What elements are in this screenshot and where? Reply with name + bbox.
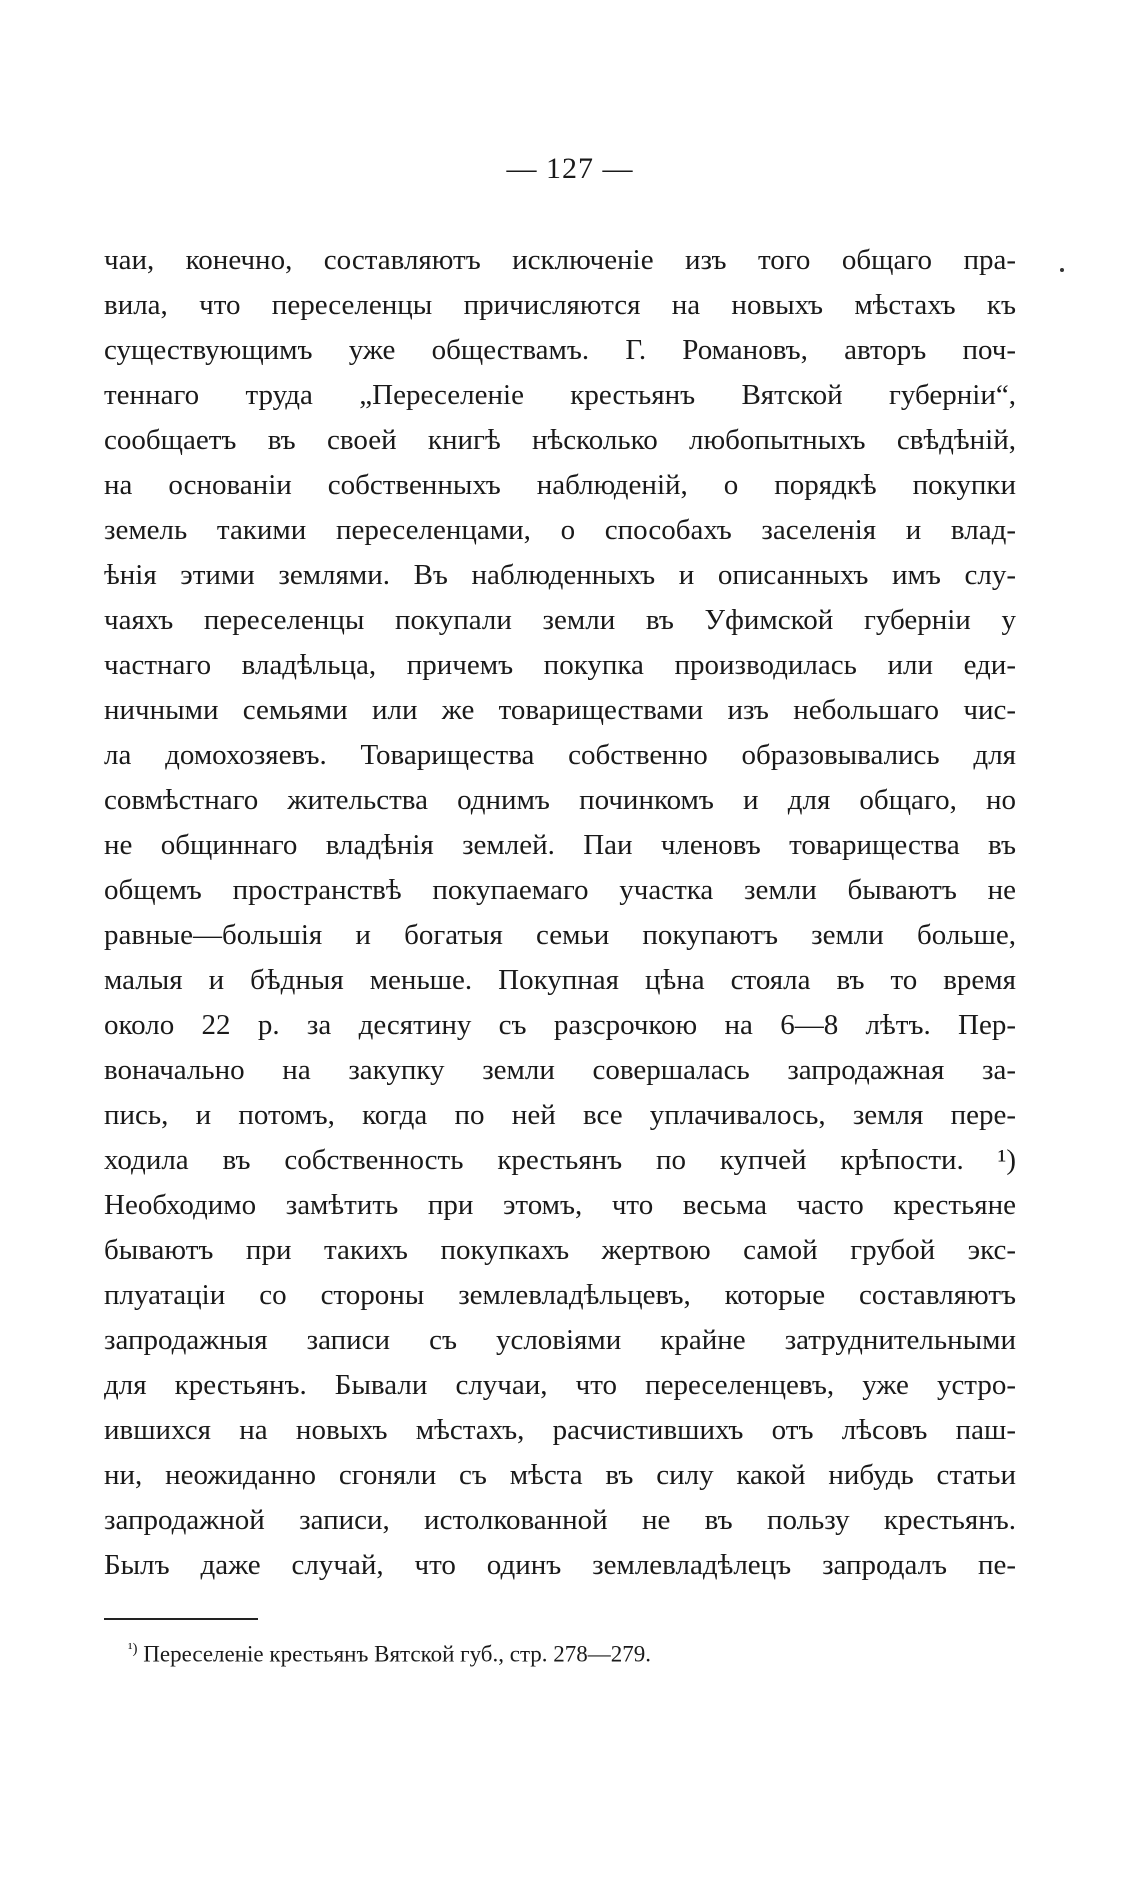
text-line: ни, неожиданно сгоняли съ мѣста въ силу какой нибудь статьи [104,1459,1016,1491]
text-line: ившихся на новыхъ мѣстахъ, расчистившихъ отъ лѣсовъ паш- [104,1414,1016,1446]
text-line: теннаго труда „Переселеніе крестьянъ Вятской губерніи“, [104,379,1016,411]
text-line: не общиннаго владѣнія землей. Паи членовъ товарищества въ [104,829,1016,861]
footnote-marker: ¹) [128,1641,138,1657]
text-line: равные—большія и богатыя семьи покупаютъ земли больше, [104,919,1016,951]
text-line: воначально на закупку земли совершалась запродажная за- [104,1054,1016,1086]
text-line: чаяхъ переселенцы покупали земли въ Уфимской губерніи у [104,604,1016,636]
text-line: частнаго владѣльца, причемъ покупка производилась или еди- [104,649,1016,681]
main-text-block [104,238,1016,1588]
page-number: — 127 — [506,152,634,185]
text-line: Былъ даже случай, что одинъ землевладѣлецъ запродалъ пе- [104,1549,1016,1581]
text-line: запродажныя записи съ условіями крайне затруднительными [104,1324,1016,1356]
text-line: ѣнія этими землями. Въ наблюденныхъ и описанныхъ имъ слу- [104,559,1016,591]
text-line: земель такими переселенцами, о способахъ заселенія и влад- [104,514,1016,546]
text-line: пись, и потомъ, когда по ней все уплачивалось, земля пере- [104,1099,1016,1131]
footnote [128,1634,651,1670]
footnote-text: Переселеніе крестьянъ Вятской губ., стр. 278—279. [143,1641,652,1667]
text-line: бываютъ при такихъ покупкахъ жертвою самой грубой экс- [104,1234,1016,1266]
text-line: малыя и бѣдныя меньше. Покупная цѣна стояла въ то время [104,964,1016,996]
text-line: существующимъ уже обществамъ. Г. Романовъ, авторъ поч- [104,334,1016,366]
text-line: плуатаціи со стороны землевладѣльцевъ, которые составляютъ [104,1279,1016,1311]
footnote-divider [104,1618,258,1620]
text-line: запродажной записи, истолкованной не въ пользу крестьянъ. [104,1504,1016,1536]
text-line: общемъ пространствѣ покупаемаго участка земли бываютъ не [104,874,1016,906]
text-line: сообщаетъ въ своей книгѣ нѣсколько любопытныхъ свѣдѣній, [104,424,1016,456]
print-speck [1060,268,1064,272]
text-line: вила, что переселенцы причисляются на новыхъ мѣстахъ къ [104,289,1016,321]
text-line: ходила въ собственность крестьянъ по купчей крѣпости. ¹) [104,1144,1016,1176]
text-line: около 22 р. за десятину съ разсрочкою на 6—8 лѣтъ. Пер- [104,1009,1016,1041]
text-line: ничными семьями или же товариществами изъ небольшаго чис- [104,694,1016,726]
text-line: на основаніи собственныхъ наблюденій, о порядкѣ покупки [104,469,1016,501]
text-line: чаи, конечно, составляютъ исключеніе изъ того общаго пра- [104,244,1016,276]
text-line: Необходимо замѣтить при этомъ, что весьма часто крестьяне [104,1189,1016,1221]
text-line: ла домохозяевъ. Товарищества собственно образовывались для [104,739,1016,771]
text-line: для крестьянъ. Бывали случаи, что переселенцевъ, уже устро- [104,1369,1016,1401]
text-line: совмѣстнаго жительства однимъ починкомъ и для общаго, но [104,784,1016,816]
